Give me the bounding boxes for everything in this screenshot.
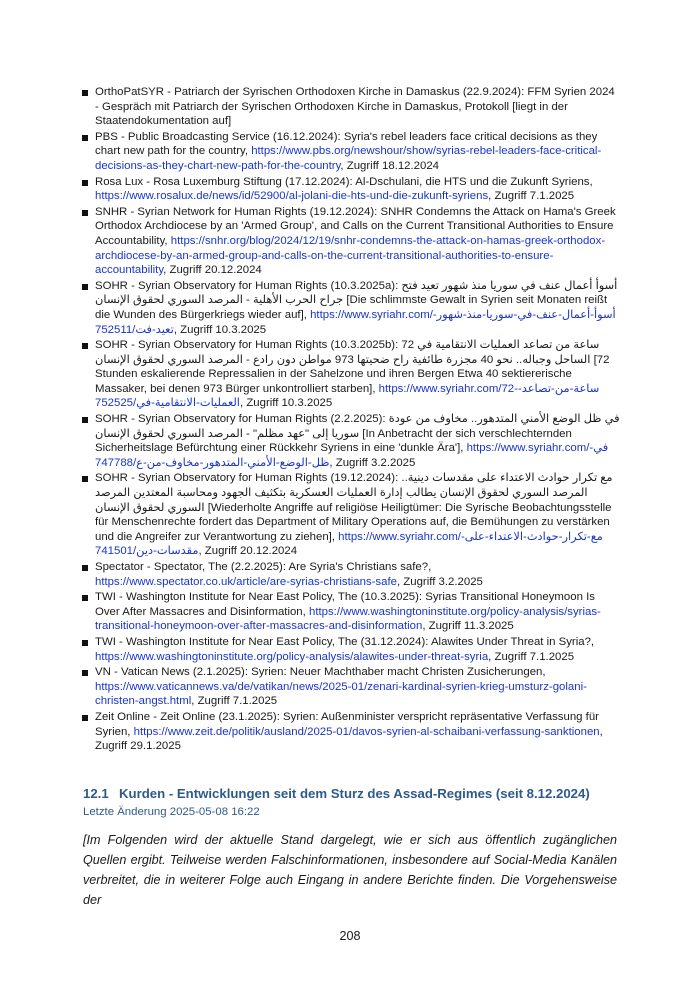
reference-text: TWI - Washington Institute for Near East Policy, The (10.3.2025): Syrias Transitional Honeymoon Is Over After Massacres and Disinformation, <box>95 591 595 618</box>
reference-link[interactable]: https://www.vaticannews.va/de/vatikan/news/2025-01/zenari-kardinal-syrien-krieg-umsturz-golani-christen-angst.html <box>95 680 587 708</box>
access-date: , Zugriff 3.2.2025 <box>396 575 483 588</box>
reference-link[interactable]: https://www.pbs.org/newshour/show/syrias-rebel-leaders-face-critical-decisions-as-they-chart-new-path-for-the-country <box>95 145 602 172</box>
reference-link[interactable]: https://www.zeit.de/politik/ausland/2025-01/davos-syrien-al-schaibani-verfassung-sanktionen <box>133 725 600 738</box>
reference-item <box>95 205 620 278</box>
reference-text: SNHR - Syrian Network for Human Rights (19.12.2024): SNHR Condemns the Attack on Hama's Greek Orthodox Archdiocese by an 'Armed Group', and Calls on the Current Transitional Authorities to Ensure Accountability, <box>95 205 616 247</box>
bullet-icon <box>82 135 88 141</box>
bullet-icon <box>82 417 88 423</box>
reference-item <box>95 665 620 709</box>
reference-item <box>95 85 620 129</box>
reference-item <box>95 412 620 470</box>
bullet-icon <box>82 640 88 646</box>
reference-item <box>95 471 620 559</box>
reference-link[interactable]: https://www.syriahr.com/في-ظل-الوضع-الأمني-المتدهور-مخاوف-من-ع/747788 <box>95 442 609 469</box>
bullet-icon <box>82 180 88 186</box>
access-date: , Zugriff 29.1.2025 <box>95 725 603 753</box>
access-date: , Zugriff 7.1.2025 <box>191 695 278 708</box>
reference-item <box>95 130 620 174</box>
page-number: 208 <box>339 929 361 943</box>
access-date: , Zugriff 10.3.2025 <box>239 397 333 410</box>
reference-text: SOHR - Syrian Observatory for Human Rights (19.12.2024): مع تكرار حوادث الاعتداء على مقدسات دينية.. المرصد السوري لحقوق الإنسان يطالب إدارة العمليات العسكرية بتكثيف الجهود ومحاسبة المعتدين المرصد السوري لحقوق الإنسان [Wiederholte Angriffe auf religiöse Heiligtümer: Die Syrische Beobachtungsstelle für Menschenrechte fordert das Department of Military Operations auf, die Bemühungen zu verstärken und die Angreifer zur Verantwortung zu ziehen], <box>95 472 613 543</box>
bullet-icon <box>82 90 88 96</box>
bullet-icon <box>82 715 88 721</box>
bullet-icon <box>82 670 88 676</box>
access-date: , Zugriff 20.12.2024 <box>198 545 298 558</box>
bullet-icon <box>82 284 88 290</box>
reference-link[interactable]: https://www.washingtoninstitute.org/policy-analysis/syrias-transitional-honeymoon-over-after-massacres-and-disinformation <box>95 605 601 633</box>
access-date: , Zugriff 11.3.2025 <box>422 620 514 633</box>
section-number: 12.1 <box>83 786 109 801</box>
reference-link[interactable]: https://www.spectator.co.uk/article/are-syrias-christians-safe <box>95 575 397 588</box>
section-heading <box>83 786 623 801</box>
section-title: Kurden - Entwicklungen seit dem Sturz des Assad-Regimes (seit 8.12.2024) <box>119 786 590 801</box>
bullet-icon <box>82 595 88 601</box>
reference-item <box>95 560 620 589</box>
reference-item <box>95 710 620 754</box>
bullet-icon <box>82 565 88 571</box>
reference-item <box>95 635 620 664</box>
reference-text: SOHR - Syrian Observatory for Human Rights (2.2.2025): في ظل الوضع الأمني المتدهور.. مخاوف من عودة سوريا إلى "عهد مظلم" - المرصد السوري لحقوق الإنسان [In Anbetracht der sich verschlechternden Sicherheitslage Befürchtung einer Rückkehr Syriens in eine 'dunkle Ära'], <box>95 413 620 455</box>
bullet-icon <box>82 343 88 349</box>
access-date: , Zugriff 20.12.2024 <box>163 264 262 277</box>
bullet-icon <box>82 476 88 482</box>
reference-text: OrthoPatSYR - Patriarch der Syrischen Orthodoxen Kirche in Damaskus (22.9.2024): FFM Syrien 2024 - Gespräch mit Patriarch der Syrischen Orthodoxen Kirche in Damaskus, Protokoll [liegt in der Staatendokumentation auf] <box>95 86 615 128</box>
intro-paragraph: [Im Folgenden wird der aktuelle Stand dargelegt, wie er sich aus öffentlich zugänglichen Quellen ergibt. Teilweise werden Falschinformationen, insbesondere auf Social-Media Kanälen verbreitet, die in weiterer Folge auch Eingang in andere Berichte finden. Die Vorgehensweise der <box>83 833 617 907</box>
access-date: , Zugriff 18.12.2024 <box>340 159 439 172</box>
reference-item <box>95 279 620 337</box>
reference-text: SOHR - Syrian Observatory for Human Rights (10.3.2025a): أسوأ أعمال عنف في سوريا منذ شهور تعيد فتح جراح الحرب الأهلية - المرصد السوري لحقوق الإنسان [Die schlimmste Gewalt in Syrien seit Monaten reißt die Wunden des Bürgerkriegs wieder auf], <box>95 279 618 321</box>
reference-link[interactable]: https://snhr.org/blog/2024/12/19/snhr-condemns-the-attack-on-hamas-greek-orthodox-archdiocese-by-an-armed-group-and-calls-on-the-current-transitional-authorities-to-ensure-accountability <box>95 234 606 277</box>
reference-text: VN - Vatican News (2.1.2025): Syrien: Neuer Machthaber macht Christen Zusicherungen, <box>95 666 546 679</box>
reference-item <box>95 338 620 411</box>
reference-text: Rosa Lux - Rosa Luxemburg Stiftung (17.12.2024): Al-Dschulani, die HTS und die Zukunft Syriens, <box>95 175 593 188</box>
reference-link[interactable]: https://www.syriahr.com/أسوأ-أعمال-عنف-في-سوريا-منذ-شهور-تعيد-فت/752511 <box>95 308 616 336</box>
access-date: , Zugriff 10.3.2025 <box>173 323 267 336</box>
access-date: , Zugriff 7.1.2025 <box>488 650 575 663</box>
last-change: Letzte Änderung 2025-05-08 16:22 <box>83 806 260 818</box>
reference-link[interactable]: https://www.syriahr.com/72-ساعة-من-تصاعد-العمليات-الانتقامية-في/752525 <box>95 382 600 410</box>
reference-link[interactable]: https://www.rosalux.de/news/id/52900/al-jolani-die-hts-und-die-zukunft-syriens <box>95 190 489 203</box>
bullet-icon <box>82 210 88 216</box>
reference-list <box>95 85 620 755</box>
reference-text: PBS - Public Broadcasting Service (16.12.2024): Syria's rebel leaders face critical decisions as they chart new path for the country, <box>95 130 598 158</box>
reference-text: SOHR - Syrian Observatory for Human Rights (10.3.2025b): 72 ساعة من تصاعد العمليات الانتقامية في الساحل وجباله.. نحو 40 مجزرة طائفية راح ضحيتها 973 مواطن دون رادع - المرصد السوري لحقوق الإنسان [72 Stunden eskalierende Repressalien in der Sahelzone und ihren Bergen Etwa 40 sektiererische Massaker, bei denen 973 Bürger unkontrolliert starben], <box>95 339 610 395</box>
access-date: , Zugriff 3.2.2025 <box>329 456 416 469</box>
access-date: , Zugriff 7.1.2025 <box>488 190 575 203</box>
reference-item <box>95 590 620 634</box>
reference-item <box>95 175 620 204</box>
reference-text: TWI - Washington Institute for Near East Policy, The (31.12.2024): Alawites Under Threat in Syria?, <box>95 635 595 648</box>
reference-link[interactable]: https://www.syriahr.com/مع-تكرار-حوادث-الاعتداء-على-مقدسات-دين/741501 <box>95 530 603 558</box>
reference-text: Spectator - Spectator, The (2.2.2025): Are Syria's Christians safe?, <box>95 561 432 573</box>
reference-text: Zeit Online - Zeit Online (23.1.2025): Syrien: Außenminister verspricht repräsentative Verfassung für Syrien, <box>95 710 599 738</box>
reference-link[interactable]: https://www.washingtoninstitute.org/policy-analysis/alawites-under-threat-syria <box>95 650 489 663</box>
